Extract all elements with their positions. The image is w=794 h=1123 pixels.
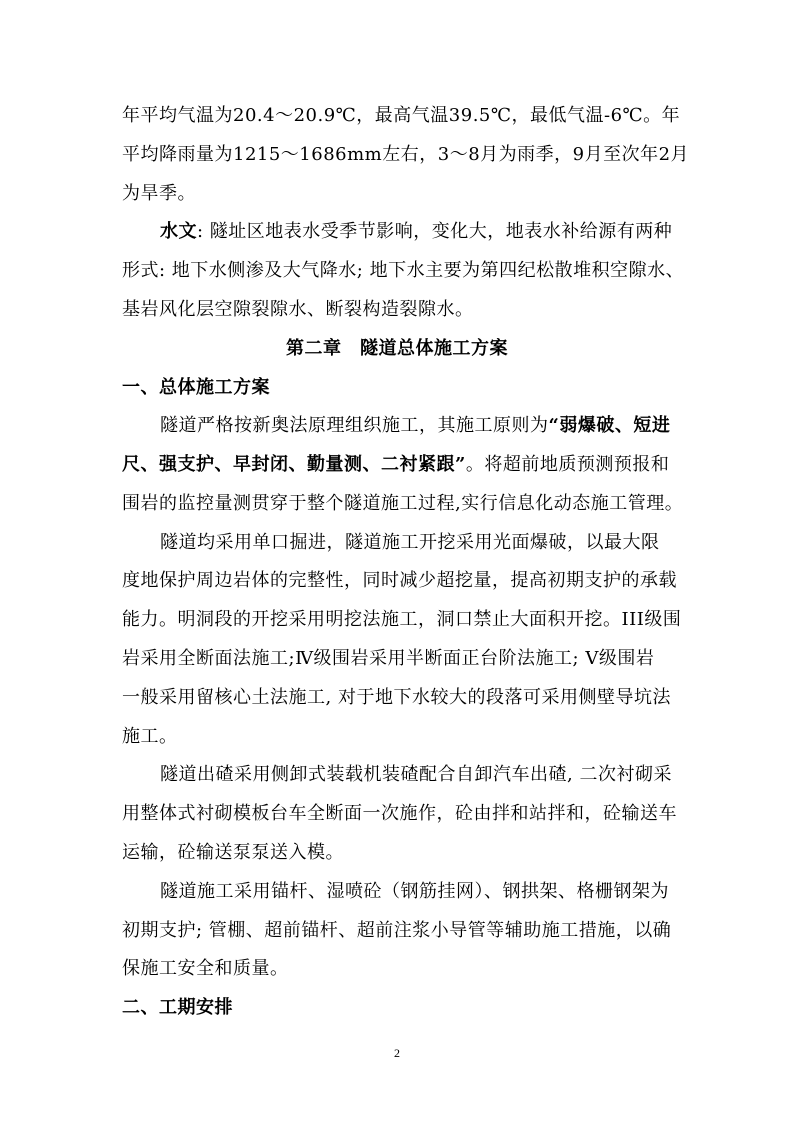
hydrology-line-3: 基岩风化层空隙裂隙水、断裂构造裂隙水。 — [122, 298, 474, 320]
principle-line-2-text: 。将超前地质预测预报和 — [465, 454, 670, 476]
excavation-line-2: 度地保护周边岩体的完整性，同时减少超挖量，提高初期支护的承载 — [122, 570, 677, 592]
excavation-line-5: 一般采用留核心土法施工, 对于地下水较大的段落可采用侧壁导坑法 — [122, 686, 671, 708]
support-line-2: 初期支护; 管棚、超前锚杆、超前注浆小导管等辅助施工措施，以确 — [122, 919, 672, 941]
climate-line-2: 平均降雨量为1215～1686mm左右，3～8月为雨季，9月至次年2月 — [122, 143, 690, 165]
principle-line-3: 围岩的监控量测贯穿于整个隧道施工过程,实行信息化动态施工管理。 — [122, 492, 684, 514]
principle-line-1-bold: “弱爆破、短进 — [548, 415, 671, 437]
support-line-1: 隧道施工采用锚杆、湿喷砼（钢筋挂网）、钢拱架、格栅钢架为 — [160, 880, 669, 902]
hydrology-line-2: 形式: 地下水侧渗及大气降水; 地下水主要为第四纪松散堆积空隙水、 — [122, 260, 685, 282]
section-1-title: 一、总体施工方案 — [122, 376, 270, 398]
excavation-line-6: 施工。 — [122, 725, 178, 747]
page-number: 2 — [394, 1046, 400, 1061]
principle-line-2-bold: 尺、强支护、早封闭、勤量测、二衬紧跟” — [122, 454, 466, 476]
mucking-line-2: 用整体式衬砌模板台车全断面一次施作，砼由拌和站拌和，砼输送车 — [122, 803, 677, 825]
excavation-line-1: 隧道均采用单口掘进，隧道施工开挖采用光面爆破，以最大限 — [160, 531, 660, 553]
principle-line-2 — [122, 453, 682, 477]
section-2-title: 二、工期安排 — [122, 997, 233, 1019]
climate-line-1: 年平均气温为20.4～20.9℃，最高气温39.5℃，最低气温-6℃。年 — [122, 105, 681, 126]
chapter-title: 第二章 隧道总体施工方案 — [286, 337, 508, 359]
climate-line-3: 为旱季。 — [122, 182, 196, 204]
principle-line-1-text: 隧道严格按新奥法原理组织施工，其施工原则为 — [160, 415, 549, 437]
support-line-3: 保施工安全和质量。 — [122, 958, 289, 980]
excavation-line-4: 岩采用全断面法施工;Ⅳ级围岩采用半断面正台阶法施工; Ⅴ级围岩 — [122, 648, 655, 670]
excavation-line-3: 能力。明洞段的开挖采用明挖法施工，洞口禁止大面积开挖。III级围 — [122, 609, 682, 631]
hydrology-line-1-text: : 隧址区地表水受季节影响，变化大，地表水补给源有两种 — [197, 221, 673, 243]
hydrology-label: 水文 — [160, 221, 197, 243]
principle-line-1 — [160, 414, 720, 438]
mucking-line-3: 运输，砼输送泵泵送入模。 — [122, 842, 344, 863]
mucking-line-1: 隧道出碴采用侧卸式装载机装碴配合自卸汽车出碴, 二次衬砌采 — [160, 764, 672, 786]
hydrology-line-1 — [160, 220, 720, 244]
